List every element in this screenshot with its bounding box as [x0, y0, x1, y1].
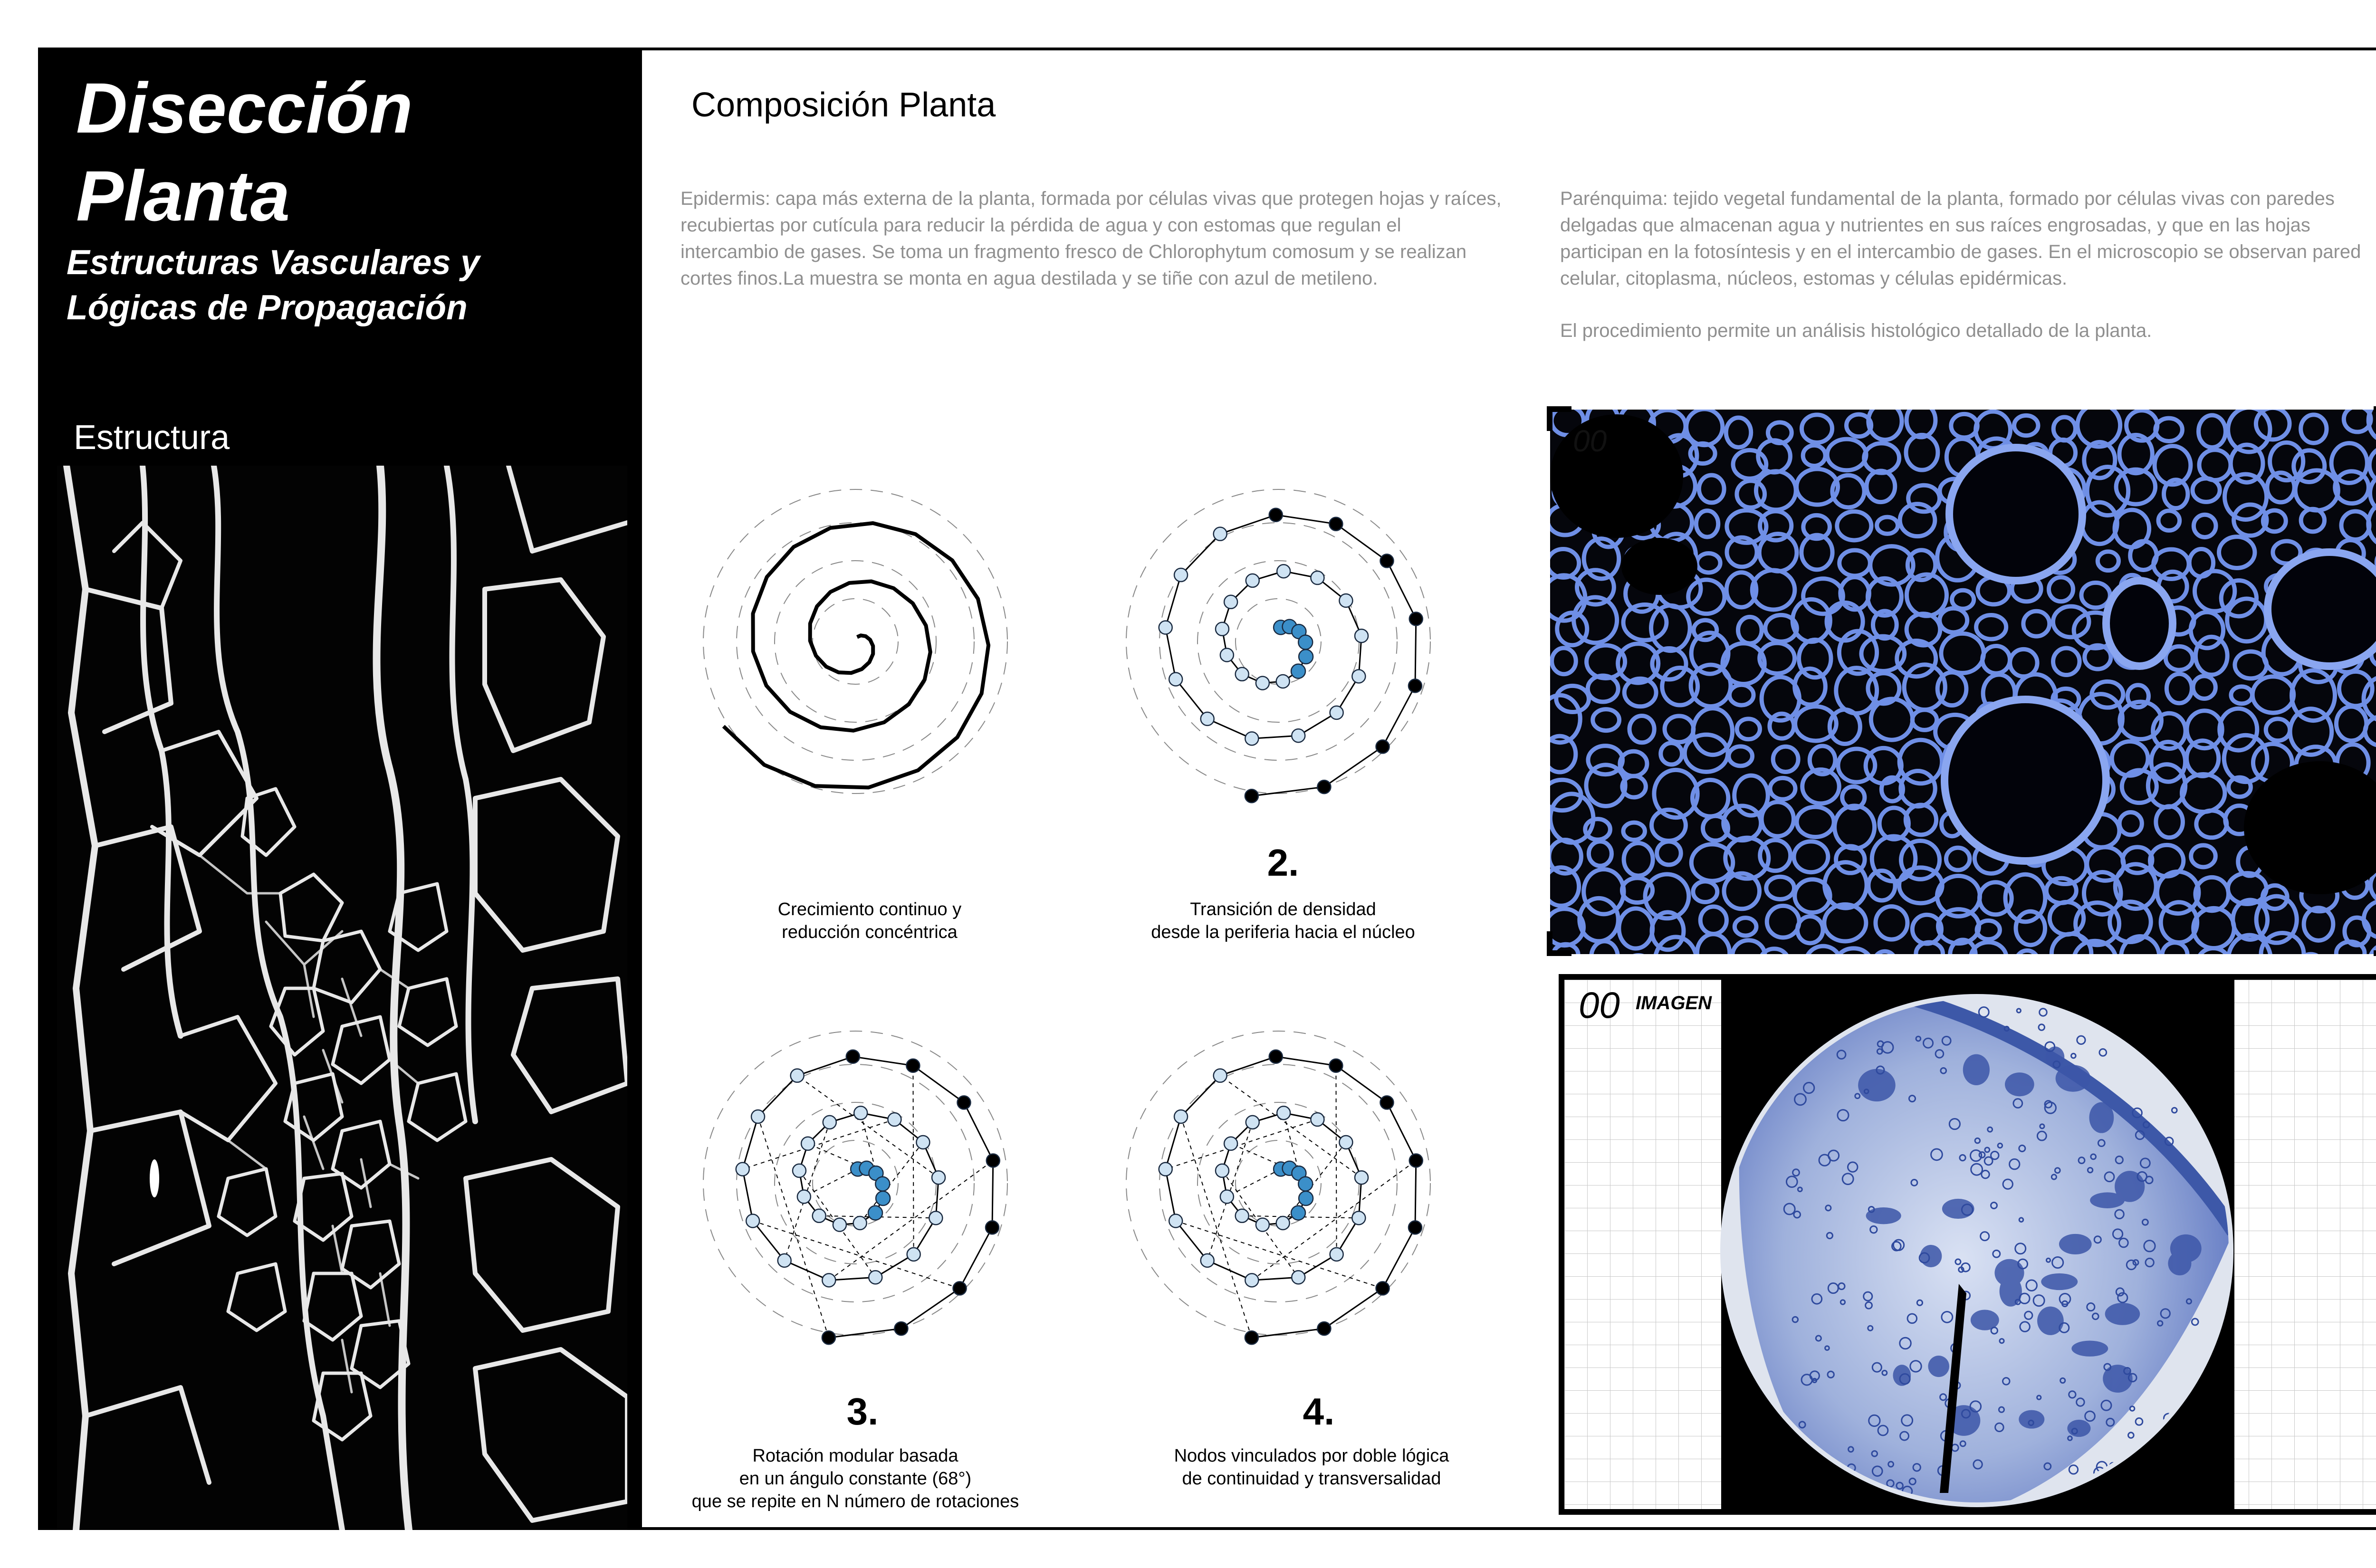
- diagram-2-caption: Transición de densidad desde la periferia hacia el núcleo: [1151, 899, 1415, 942]
- vascular-bundle: [2059, 1234, 2092, 1254]
- spiral-diagram-4: [1093, 998, 1502, 1378]
- spiral-node: [1291, 664, 1305, 679]
- spiral-node: [1299, 1191, 1313, 1205]
- vascular-bundle: [1928, 1356, 1949, 1377]
- structure-label: Estructura: [74, 419, 230, 457]
- spiral-node: [822, 1331, 835, 1344]
- bottom-image-label: IMAGEN: [1636, 993, 1712, 1013]
- corner-bracket: [2374, 406, 2376, 431]
- spiral-node: [1409, 1154, 1423, 1167]
- spiral-node: [1214, 1069, 1227, 1082]
- spiral-node: [1292, 729, 1305, 742]
- vascular-bundle: [2067, 1420, 2090, 1437]
- vascular-bundle: [1942, 1199, 1974, 1219]
- vascular-bundle: [2005, 1072, 2034, 1096]
- spiral-node: [1409, 612, 1423, 626]
- spiral-node: [778, 1254, 791, 1267]
- spiral-node: [1352, 669, 1365, 683]
- spiral-node: [1330, 1248, 1343, 1261]
- diagram-3-caption: Rotación modular basada en un ángulo constante (68°) que se repite en N número de rotaciones: [691, 1446, 1019, 1511]
- spiral-node: [1201, 712, 1214, 726]
- epidermis-description: Epidermis: capa más externa de la planta, formada por células vivas que protegen hojas y raíces, recubiertas por cutícula para reducir la pérdida de agua y con estomas que regulan el intercambio de gases. Se toma un fragmento fresco de Chlorophytum comosum y se realizan cortes finos.La muestra se monta en agua destilada y se tiñe con azul de metileno.: [680, 188, 1502, 289]
- corner-bracket: [1547, 406, 1571, 431]
- spiral-node: [894, 1322, 908, 1335]
- spiral-node: [751, 1110, 765, 1123]
- spiral-node: [932, 1171, 945, 1184]
- section-title: Composición Planta: [691, 86, 996, 124]
- spiral-node: [1277, 1106, 1290, 1119]
- spiral-node: [876, 1191, 890, 1205]
- microscope-view-image: [1564, 980, 2376, 1509]
- spiral-node: [793, 1164, 806, 1177]
- spiral-node: [1380, 1096, 1394, 1109]
- spiral-node: [868, 1206, 882, 1220]
- spiral-node: [1276, 675, 1290, 688]
- spiral-node: [846, 1050, 860, 1063]
- spiral-node: [1216, 1164, 1229, 1177]
- spiral-node: [1317, 1322, 1331, 1335]
- spiral-node: [1376, 1281, 1389, 1295]
- spiral-line: [724, 523, 989, 787]
- spiral-node: [1269, 508, 1283, 522]
- spiral-node: [1236, 1209, 1249, 1223]
- vascular-bundle: [2170, 1234, 2202, 1262]
- spiral-node: [1298, 1177, 1313, 1191]
- procedure-description: El procedimiento permite un análisis histológico detallado de la planta.: [1560, 320, 2152, 341]
- spiral-node: [869, 1271, 882, 1284]
- spiral-line: [743, 1057, 993, 1338]
- parenquima-description: Parénquima: tejido vegetal fundamental de la planta, formado por células vivas con paredes delgadas que almacenan agua y nutrientes en sus raíces engrosadas, y que en las hojas participan en la fotosíntesis y en el intercambio de gases. En el microscopio se observan pared celular, citoplasma, núcleos, estomas y células epidérmicas.: [1560, 188, 2361, 289]
- vascular-bundle: [2090, 1192, 2125, 1208]
- spiral-node: [1352, 1211, 1365, 1224]
- spiral-node: [1245, 1331, 1258, 1344]
- vascular-bundle: [2056, 1065, 2090, 1091]
- spiral-node: [1355, 1171, 1368, 1184]
- vascular-bundle: [1920, 1245, 1942, 1267]
- spiral-node: [916, 1136, 929, 1149]
- spiral-node: [797, 1190, 811, 1203]
- spiral-node: [1169, 1214, 1182, 1227]
- transversal-link: [758, 1117, 829, 1338]
- spiral-node: [1224, 1137, 1237, 1150]
- spiral-node: [1277, 564, 1290, 578]
- spiral-diagram-2: [1093, 456, 1473, 836]
- vascular-bundle: [2089, 1102, 2114, 1133]
- spiral-node: [1292, 1271, 1305, 1284]
- spiral-node: [1329, 1059, 1342, 1072]
- spiral-node: [1376, 740, 1389, 753]
- spiral-node: [1256, 677, 1269, 690]
- spiral-node: [888, 1113, 901, 1126]
- spiral-node: [1299, 650, 1313, 664]
- cross-section-micrograph: [1559, 974, 2376, 1515]
- spiral-node: [801, 1137, 814, 1150]
- spiral-node: [1380, 554, 1394, 567]
- spiral-node: [1174, 568, 1188, 582]
- spiral-node: [1330, 706, 1343, 719]
- spiral-node: [1269, 1050, 1283, 1063]
- spiral-node: [1311, 571, 1324, 584]
- spiral-node: [906, 1059, 920, 1072]
- spiral-diagram-3: [675, 998, 1083, 1378]
- spiral-node: [907, 1248, 920, 1261]
- spiral-node: [1245, 732, 1258, 745]
- spiral-line: [1166, 515, 1416, 796]
- spiral-node: [1224, 595, 1237, 609]
- spiral-node: [822, 1273, 835, 1287]
- spiral-node: [854, 1106, 867, 1119]
- spiral-node: [1291, 1206, 1305, 1220]
- spiral-node: [1408, 679, 1422, 692]
- spiral-diagram-1: [675, 456, 1055, 836]
- spiral-node: [1276, 1216, 1290, 1230]
- spiral-node: [1317, 780, 1331, 794]
- spiral-node: [1214, 527, 1227, 541]
- spiral-node: [1220, 648, 1234, 661]
- spiral-node: [1246, 574, 1259, 587]
- spiral-node: [1256, 1218, 1269, 1232]
- diagram-4-caption: Nodos vinculados por doble lógica de continuidad y transversalidad: [1174, 1446, 1449, 1489]
- corner-bracket: [2374, 931, 2376, 956]
- spiral-node: [1174, 1110, 1188, 1123]
- vascular-bundle: [2041, 1273, 2078, 1290]
- page-title: Disección Planta: [76, 68, 413, 236]
- page-subtitle: Estructuras Vasculares y Lógicas de Propagación: [67, 243, 480, 327]
- spiral-node: [746, 1214, 759, 1227]
- vascular-bundle: [1866, 1207, 1901, 1224]
- spiral-node: [986, 1221, 999, 1234]
- bottom-image-number: 00: [1579, 984, 1620, 1026]
- top-image-label: 00: [1573, 424, 1607, 458]
- cell-network-image: [1550, 410, 2376, 954]
- spiral-node: [875, 1177, 890, 1191]
- spiral-node: [1159, 621, 1172, 634]
- parenchyma-micrograph: [1550, 410, 2376, 954]
- spiral-node: [813, 1209, 826, 1223]
- spiral-node: [987, 1154, 1000, 1167]
- spiral-line: [1166, 1057, 1416, 1338]
- diagram-4-number: 4.: [1303, 1390, 1335, 1433]
- diagram-2-number: 2.: [1267, 841, 1299, 884]
- spiral-node: [929, 1211, 942, 1224]
- spiral-node: [853, 1216, 867, 1230]
- spiral-node: [1245, 789, 1258, 803]
- spiral-node: [1329, 517, 1342, 531]
- spiral-node: [958, 1096, 971, 1109]
- spiral-node: [1201, 1254, 1214, 1267]
- spiral-node: [953, 1281, 967, 1295]
- spiral-node: [1216, 622, 1229, 636]
- spiral-node: [1339, 594, 1352, 607]
- diagram-1-caption: Crecimiento continuo y reducción concéntrica: [777, 899, 962, 942]
- vascular-bundle: [1994, 1259, 2024, 1287]
- spiral-node: [1236, 668, 1249, 681]
- spiral-node: [1159, 1163, 1172, 1176]
- spiral-node: [1298, 635, 1313, 650]
- vascular-bundle: [1858, 1069, 1896, 1102]
- spiral-node: [1311, 1113, 1324, 1126]
- diagram-3-number: 3.: [846, 1390, 879, 1433]
- vascular-network-image: [57, 466, 627, 1530]
- spiral-node: [1169, 672, 1182, 686]
- structure-photo: [57, 466, 627, 1530]
- spiral-node: [1355, 629, 1368, 642]
- spiral-node: [1408, 1221, 1422, 1234]
- transversal-link: [1181, 1117, 1252, 1338]
- spiral-node: [736, 1163, 749, 1176]
- spiral-node: [823, 1116, 836, 1129]
- spiral-node: [1246, 1116, 1259, 1129]
- vascular-bundle: [1963, 1054, 1990, 1085]
- spiral-node: [833, 1218, 846, 1232]
- corner-bracket: [1547, 931, 1571, 956]
- vascular-bundle: [2105, 1303, 2140, 1325]
- spiral-node: [791, 1069, 804, 1082]
- vascular-bundle: [2046, 1046, 2064, 1067]
- transversal-link: [1227, 1169, 1281, 1196]
- spiral-node: [1245, 1273, 1258, 1287]
- spiral-node: [1220, 1190, 1234, 1203]
- transversal-link: [804, 1169, 858, 1196]
- spiral-node: [1339, 1136, 1352, 1149]
- vascular-bundle: [2071, 1340, 2108, 1356]
